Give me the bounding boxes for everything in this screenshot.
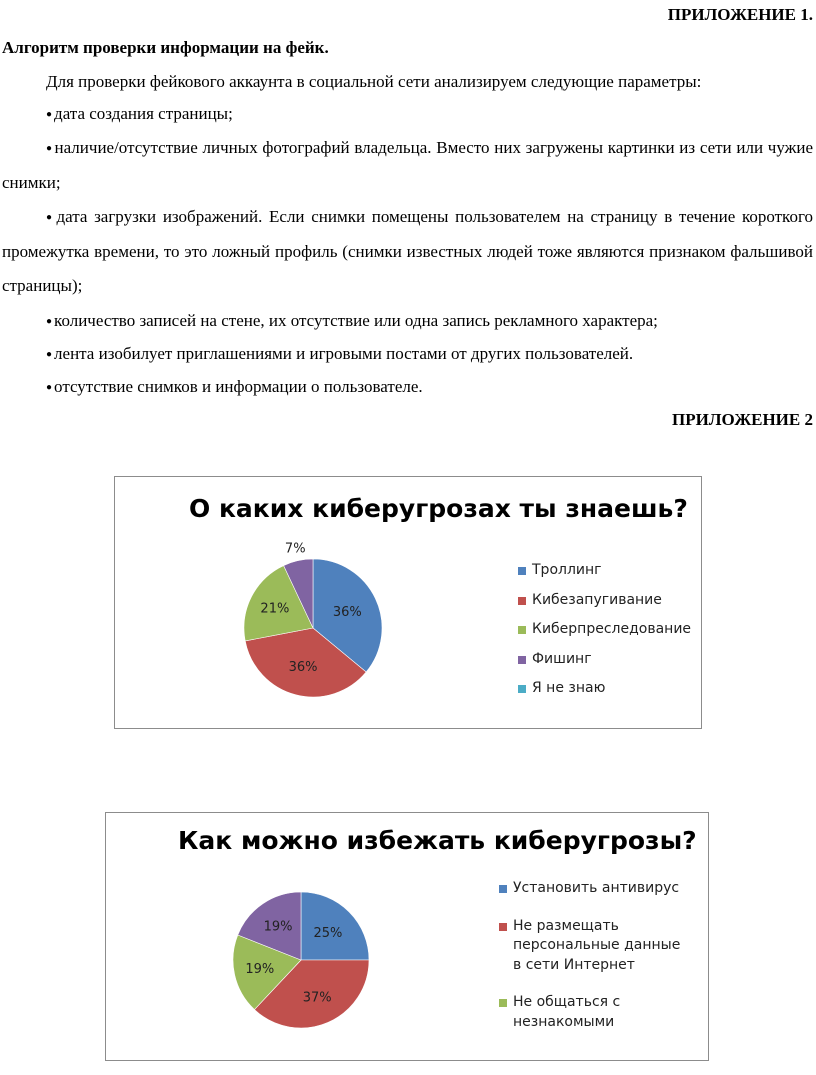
legend-swatch xyxy=(518,656,526,664)
bullet-icon: ● xyxy=(46,316,53,327)
legend-label: Я не знаю xyxy=(532,680,606,696)
legend-entry xyxy=(518,679,698,699)
data-label: 7% xyxy=(284,541,306,557)
legend-label: Фишинг xyxy=(532,650,592,667)
legend-label: Не общаться с незнакомыми xyxy=(513,994,621,1030)
bullet-item: ● количество записей на стене, их отсутствие или одна запись рекламного характера; xyxy=(46,311,658,330)
legend-swatch xyxy=(518,685,526,693)
legend-entry xyxy=(499,993,689,1032)
legend-swatch xyxy=(518,626,526,634)
bullet-icon: ● xyxy=(46,349,53,360)
legend-label: Установить антивирус xyxy=(513,880,680,896)
data-label: 19% xyxy=(263,919,293,935)
legend-swatch xyxy=(499,885,507,893)
legend-label: Кибезапугивание xyxy=(532,591,662,608)
legend-swatch xyxy=(518,597,526,605)
bullet-icon: ● xyxy=(46,212,55,223)
bullet-icon: ● xyxy=(46,143,53,154)
legend-entry xyxy=(518,561,698,581)
bullet-item: ● отсутствие снимков и информации о пользователе. xyxy=(46,377,423,396)
chart-title: О каких киберугрозах ты знаешь? xyxy=(189,494,688,523)
data-label: 21% xyxy=(260,601,290,617)
legend-entry xyxy=(518,591,698,611)
legend-label: Троллинг xyxy=(532,562,602,578)
data-label: 25% xyxy=(313,926,343,942)
bullet-icon: ● xyxy=(46,382,53,393)
legend-entry xyxy=(499,917,689,976)
legend-swatch xyxy=(518,567,526,575)
legend-swatch xyxy=(499,923,507,931)
legend-entry xyxy=(518,620,698,640)
data-label: 36% xyxy=(332,604,362,620)
legend-label: Не размещать персональные данные в сети Интернет xyxy=(513,917,681,973)
document-title: Алгоритм проверки информации на фейк. xyxy=(2,38,329,57)
bullet-item: ● дата создания страницы; xyxy=(46,104,233,123)
appendix-1-heading: ПРИЛОЖЕНИЕ 1. xyxy=(667,5,813,24)
bullet-item: ● наличие/отсутствие личных фотографий владельца. Вместо них загружены картинки из сети или чужие снимки; xyxy=(2,138,813,192)
intro-paragraph: Для проверки фейкового аккаунта в социальной сети анализируем следующие параметры: xyxy=(46,72,702,91)
bullet-item: ● дата загрузки изображений. Если снимки помещены пользователем на страницу в течение короткого промежутка времени, то это ложный профиль (снимки известных людей тоже являются признаком фальшивой страницы); xyxy=(2,207,813,295)
legend-swatch xyxy=(499,999,507,1007)
data-label: 19% xyxy=(245,962,275,978)
bullet-icon: ● xyxy=(46,109,53,120)
bullet-item: ● лента изобилует приглашениями и игровыми постами от других пользователей. xyxy=(46,344,634,363)
legend-label: Киберпреследование xyxy=(532,621,692,637)
legend-entry xyxy=(518,650,698,670)
appendix-2-heading: ПРИЛОЖЕНИЕ 2 xyxy=(672,410,813,429)
legend-entry xyxy=(499,879,689,899)
data-label: 37% xyxy=(302,990,332,1006)
chart-avoid-cyberthreats xyxy=(105,812,709,1061)
data-label: 36% xyxy=(288,659,318,675)
chart-cyberthreats-known xyxy=(114,476,702,729)
chart-legend xyxy=(499,879,689,1050)
chart-legend xyxy=(518,561,698,709)
chart-title: Как можно избежать киберугрозы? xyxy=(178,826,697,855)
